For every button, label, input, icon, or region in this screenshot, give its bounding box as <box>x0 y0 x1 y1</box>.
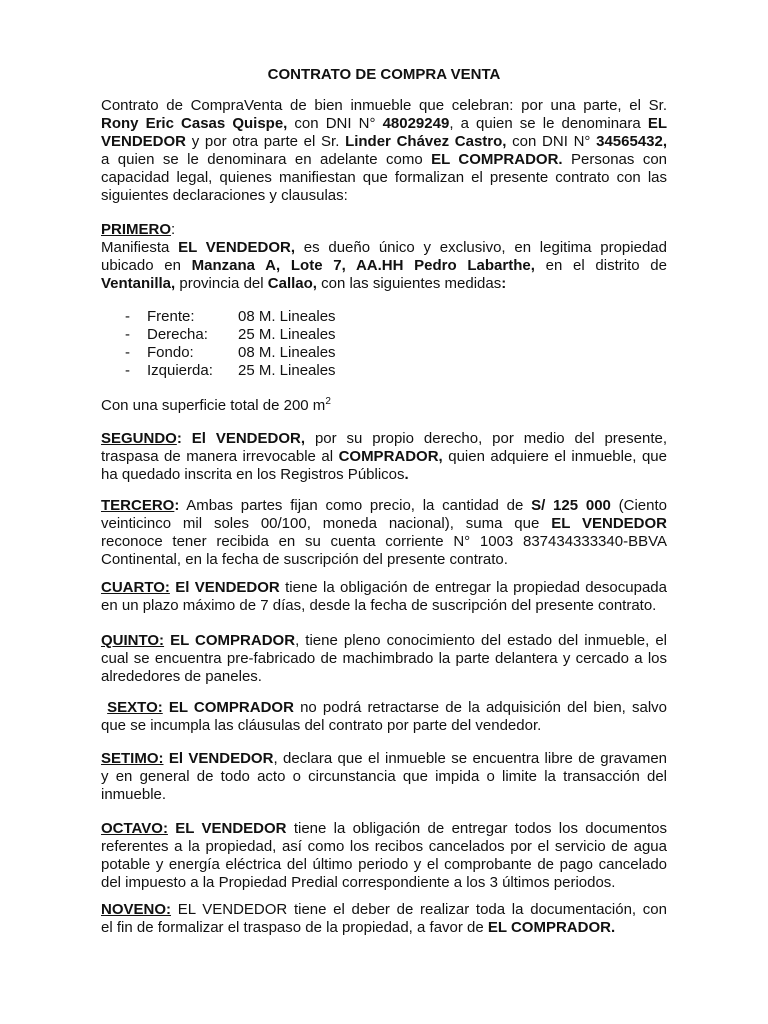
clause-octavo: OCTAVO: EL VENDEDOR tiene la obligación de entregar todos los documentos referentes a la propiedad, así como los recibos cancelados por el servicio de agua potable y energía eléctrica del último periodo y el comprobante de pago cancelado del impuesto a la Propiedad Predial correspondiente a los 3 últimos periodos. <box>101 820 667 891</box>
intro-paragraph: Contrato de CompraVenta de bien inmueble que celebran: por una parte, el Sr. Rony Eric Casas Quispe, con DNI N° 48029249, a quien se le denominara EL VENDEDOR y por otra parte el Sr. Linder Chávez Castro, con DNI N° 34565432, a quien se le denominara en adelante como EL COMPRADOR. Personas con capacidad legal, quienes manifiestan que formalizan el presente contrato con las siguientes declaraciones y clausulas: <box>101 97 668 204</box>
list-item: - Fondo: 08 M. Lineales <box>125 344 336 361</box>
clause-heading-octavo: OCTAVO: <box>101 820 168 837</box>
clause-noveno: NOVENO: EL VENDEDOR tiene el deber de realizar toda la documentación, con el fin de formalizar el traspaso de la propiedad, a favor de EL COMPRADOR. <box>101 901 667 936</box>
bank-account: reconoce tener recibida en su cuenta corriente N° 1003 837434333340-BBVA <box>101 533 667 550</box>
property-location: Manzana A, Lote 7, AA.HH Pedro Labarthe, <box>191 257 535 274</box>
clause-heading-quinto: QUINTO: <box>101 632 165 649</box>
clause-setimo: SETIMO: El VENDEDOR, declara que el inmueble se encuentra libre de gravamen y en general de todo acto o circunstancia que impida o limite la transacción del inmueble. <box>101 750 667 803</box>
clause-heading-noveno: NOVENO: <box>101 901 172 918</box>
seller-dni: 48029249 <box>382 115 450 132</box>
clause-tercero: TERCERO: Ambas partes fijan como precio, la cantidad de S/ 125 000 (Ciento veinticinco mil soles 00/100, moneda nacional), suma que EL VENDEDOR reconoce tener recibida en su cuenta corriente N° 1003 837434333340-BBVA Continental, en la fecha de suscripción del presente contrato. <box>101 497 667 568</box>
clause-sexto: SEXTO: EL COMPRADOR no podrá retractarse de la adquisición del bien, salvo que se incumpla las cláusulas del contrato por parte del vendedor. <box>101 699 668 734</box>
total-area: Con una superficie total de 200 $m^2$ <box>101 396 331 414</box>
clause-heading-segundo: SEGUNDO <box>101 430 177 447</box>
list-item: - Frente: 08 M. Lineales <box>125 308 336 325</box>
contract-title: CONTRATO DE COMPRA VENTA <box>267 66 501 83</box>
list-item: - Izquierda: 25 M. Lineales <box>125 362 336 379</box>
clause-heading-sexto: SEXTO: <box>107 699 163 716</box>
clause-quinto: QUINTO: EL COMPRADOR, tiene pleno conocimiento del estado del inmueble, el cual se encuentra pre-fabricado de machimbrado la parte delantera y cercado a los alrededores de paneles. <box>101 632 668 685</box>
clause-cuarto: CUARTO: El VENDEDOR tiene la obligación de entregar la propiedad desocupada en un plazo máximo de 7 días, desde la fecha de suscripción del presente contrato. <box>101 579 667 614</box>
measures-list <box>101 308 501 380</box>
seller-name: Rony Eric Casas Quispe, <box>101 115 288 132</box>
list-item: - Derecha: 25 M. Lineales <box>125 326 336 343</box>
clause-heading-tercero: TERCERO <box>101 497 175 514</box>
clause-segundo: SEGUNDO: El VENDEDOR, por su propio derecho, por medio del presente, traspasa de manera irrevocable al COMPRADOR, quien adquiere el inmueble, que ha quedado inscrita en los Registros Públicos. <box>101 430 668 483</box>
buyer-name: Linder Chávez Castro, <box>345 133 507 150</box>
buyer-dni: 34565432, <box>596 133 668 150</box>
price-amount: S/ 125 000 <box>531 497 611 514</box>
clause-heading-primero: PRIMERO <box>101 221 172 238</box>
clause-heading-cuarto: CUARTO: <box>101 579 170 596</box>
clause-heading-setimo: SETIMO: <box>101 750 164 767</box>
clause-primero: PRIMERO: Manifiesta EL VENDEDOR, es dueño único y exclusivo, en legitima propiedad ubicado en Manzana A, Lote 7, AA.HH Pedro Labarthe, en el distrito de Ventanilla, provincia del Callao, con las siguientes medidas: <box>101 221 667 292</box>
